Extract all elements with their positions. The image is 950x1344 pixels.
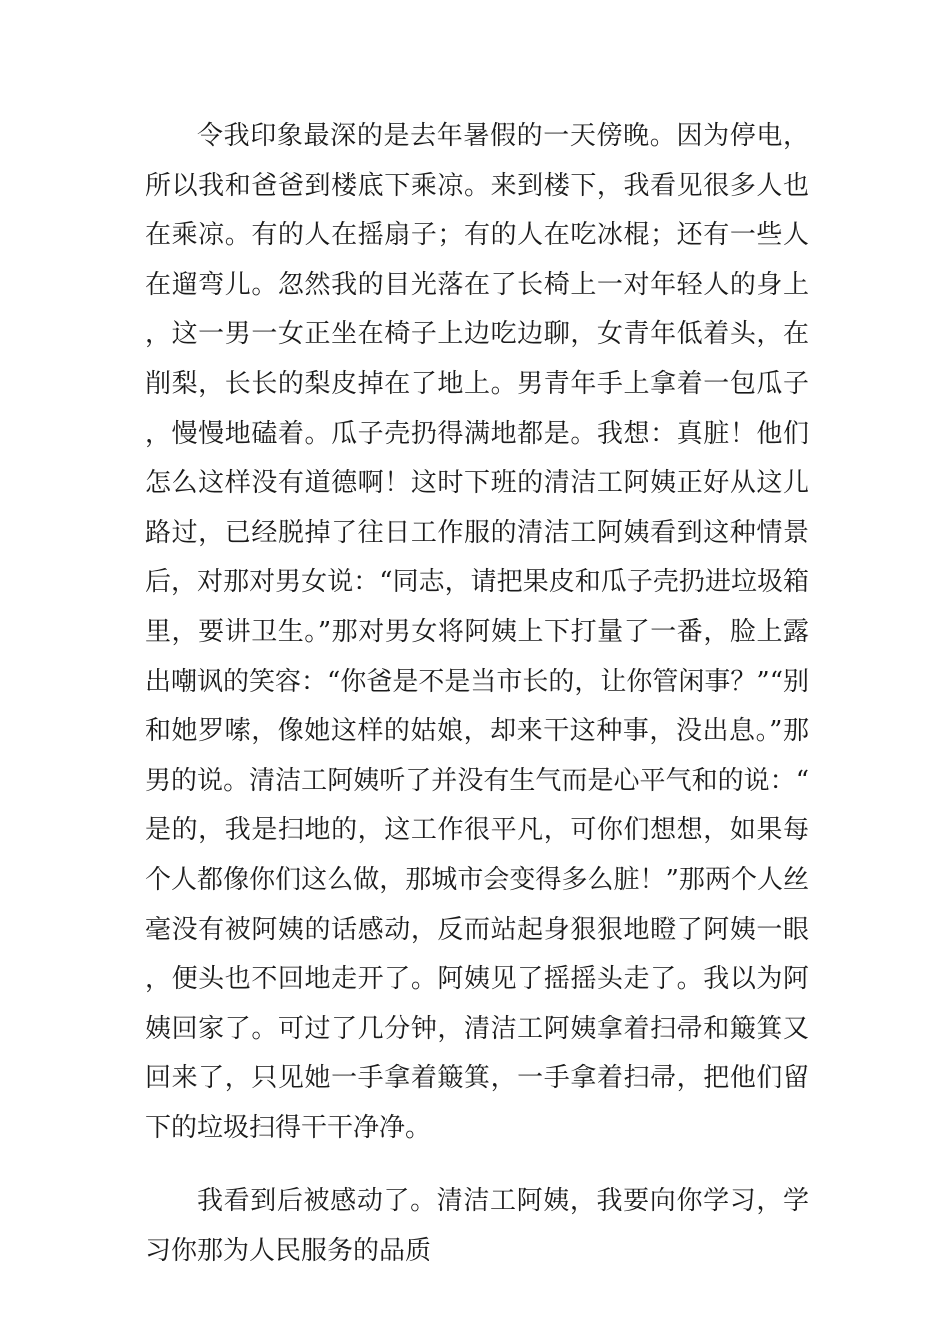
paragraph-story: 令我印象最深的是去年暑假的一天傍晚。因为停电，所以我和爸爸到楼底下乘凉。来到楼下，我看见很多人也在乘凉。有的人在摇扇子；有的人在吃冰棍；还有一些人在遛弯儿。忽然我的目光落在了长椅上一对年轻人的身上，这一男一女正坐在椅子上边吃边聊，女青年低着头，在削梨，长长的梨皮掉在了地上。男青年手上拿着一包瓜子，慢慢地磕着。瓜子壳扔得满地都是。我想：真脏！他们怎么这样没有道德啊！这时下班的清洁工阿姨正好从这儿路过，已经脱掉了往日工作服的清洁工阿姨看到这种情景后，对那对男女说：“同志，请把果皮和瓜子壳扔进垃圾箱里，要讲卫生。”那对男女将阿姨上下打量了一番，脸上露出嘲讽的笑容：“你爸是不是当市长的，让你管闲事？”“别和她罗嗦，像她这样的姑娘，却来干这种事，没出息。”那男的说。清洁工阿姨听了并没有生气而是心平气和的说：“是的，我是扫地的，这工作很平凡，可你们想想，如果每个人都像你们这么做，那城市会变得多么脏！”那两个人丝毫没有被阿姨的话感动，反而站起身狠狠地瞪了阿姨一眼，便头也不回地走开了。阿姨见了摇摇头走了。我以为阿姨回家了。可过了几分钟，清洁工阿姨拿着扫帚和簸箕又回来了，只见她一手拿着簸箕，一手拿着扫帚，把他们留下的垃圾扫得干干净净。 [145, 121, 809, 1143]
document-body [145, 112, 809, 1277]
paragraph-conclusion: 我看到后被感动了。清洁工阿姨，我要向你学习，学习你那为人民服务的品质 [145, 1186, 809, 1267]
